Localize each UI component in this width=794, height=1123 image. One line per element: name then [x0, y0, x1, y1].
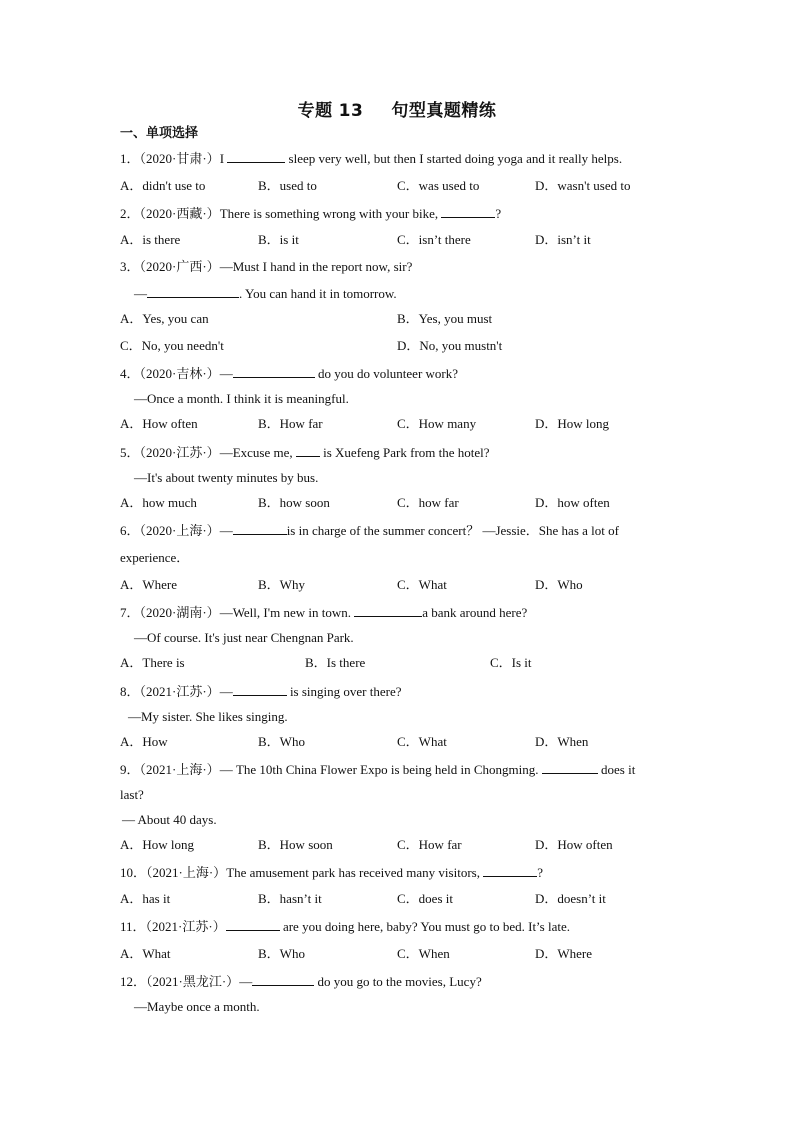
- option-a: A．There is: [120, 655, 185, 670]
- option-c: C．does it: [397, 891, 453, 906]
- question-number: 3．: [120, 259, 140, 274]
- question-source: （2021·江苏·）: [145, 919, 226, 934]
- question-3: [120, 259, 412, 275]
- question-number: 7．: [120, 605, 140, 620]
- option-a: A．How long: [120, 837, 195, 852]
- option-d: D．How often: [535, 837, 613, 852]
- question-11: [120, 918, 570, 935]
- option-d: D．how often: [535, 495, 610, 510]
- answer-blank: [233, 683, 287, 696]
- option-b: B．hasn’t it: [258, 891, 322, 906]
- option-d: D．When: [535, 734, 589, 749]
- question-text: ?: [537, 865, 543, 880]
- answer-blank: [233, 522, 287, 535]
- question-12-reply: —Maybe once a month.: [134, 999, 260, 1014]
- question-5-reply: —It's about twenty minutes by bus.: [134, 470, 319, 485]
- question-text: is in charge of the summer concert？ —Jessie．She has a lot of: [286, 523, 619, 538]
- question-text: —Well, I'm new in town.: [219, 605, 351, 620]
- question-text: a bank around here?: [422, 605, 528, 620]
- option-d: D．doesn’t it: [535, 891, 606, 906]
- question-9-reply: — About 40 days.: [122, 812, 217, 827]
- question-text: are you doing here, baby? You must go to bed. It’s late.: [282, 919, 570, 934]
- question-number: 6．: [120, 523, 140, 538]
- question-number: 12．: [120, 974, 147, 989]
- option-c: C．How far: [397, 837, 462, 852]
- question-text: does it: [601, 762, 636, 777]
- option-b: B．Is there: [305, 655, 366, 670]
- question-7: [120, 604, 527, 621]
- question-4: [120, 365, 458, 382]
- question-text: The amusement park has received many visitors,: [226, 865, 480, 880]
- question-number: 9．: [120, 762, 140, 777]
- question-source: （2020·湖南·）: [139, 605, 220, 620]
- option-c: C．What: [397, 577, 447, 592]
- question-number: 5．: [120, 445, 140, 460]
- answer-blank: [441, 205, 495, 218]
- option-b: B．how soon: [258, 495, 330, 510]
- question-source: （2020·广西·）: [139, 259, 220, 274]
- question-text: is Xuefeng Park from the hotel?: [323, 445, 490, 460]
- option-d: D．wasn't used to: [535, 178, 631, 193]
- question-text: — The 10th China Flower Expo is being held in Chongming.: [219, 762, 539, 777]
- option-a: A．how much: [120, 495, 197, 510]
- answer-blank: [296, 444, 320, 457]
- question-3-reply: [134, 285, 397, 302]
- question-8: [120, 683, 402, 700]
- option-c: C．was used to: [397, 178, 480, 193]
- question-source: （2020·西藏·）: [139, 206, 220, 221]
- question-source: （2021·上海·）: [139, 762, 220, 777]
- option-c: C．No, you needn't: [120, 338, 224, 353]
- option-a: A．is there: [120, 232, 181, 247]
- option-d: D．isn’t it: [535, 232, 591, 247]
- question-text: —: [219, 684, 233, 699]
- answer-blank: [354, 604, 422, 617]
- question-source: （2021·江苏·）: [139, 684, 220, 699]
- question-text: do you do volunteer work?: [317, 366, 459, 381]
- answer-blank: [483, 864, 537, 877]
- question-7-reply: —Of course. It's just near Chengnan Park.: [134, 630, 354, 645]
- answer-blank: [226, 918, 280, 931]
- reply-dash: —: [134, 286, 147, 301]
- question-9: [120, 761, 635, 778]
- question-source: （2020·吉林·）: [139, 366, 220, 381]
- title-number: 13: [338, 101, 364, 121]
- option-d: D．Where: [535, 946, 593, 961]
- question-source: （2021·上海·）: [146, 865, 227, 880]
- option-c: C．When: [397, 946, 450, 961]
- answer-blank: [542, 761, 598, 774]
- option-c: C．How many: [397, 416, 477, 431]
- option-c: C．how far: [397, 495, 459, 510]
- question-number: 10．: [120, 865, 147, 880]
- section-heading: 一、单项选择: [120, 126, 199, 141]
- reply-text: . You can hand it in tomorrow.: [239, 286, 397, 301]
- question-number: 4．: [120, 366, 140, 381]
- question-text: ?: [495, 206, 502, 221]
- question-5: [120, 444, 490, 461]
- option-a: A．didn't use to: [120, 178, 206, 193]
- question-number: 11．: [120, 919, 146, 934]
- option-a: A．Where: [120, 577, 178, 592]
- question-12: [120, 973, 482, 990]
- question-number: 8．: [120, 684, 140, 699]
- answer-blank: [227, 150, 285, 163]
- answer-blank: [147, 285, 239, 298]
- question-text: I: [219, 151, 225, 166]
- option-b: B．Yes, you must: [397, 311, 493, 326]
- question-1: [120, 150, 622, 167]
- question-text: There is something wrong with your bike,: [219, 206, 439, 221]
- title-name: 句型真题精练: [391, 101, 497, 121]
- question-text: sleep very well, but then I started doing yoga and it really helps.: [288, 151, 623, 166]
- question-source: （2020·甘肃·）: [139, 151, 220, 166]
- question-text: —: [239, 974, 253, 989]
- option-d: D．No, you mustn't: [397, 338, 503, 353]
- option-b: B．is it: [258, 232, 299, 247]
- option-a: A．Yes, you can: [120, 311, 209, 326]
- answer-blank: [233, 365, 315, 378]
- question-6-continued: experience．: [120, 550, 190, 565]
- question-4-reply: —Once a month. I think it is meaningful.: [134, 391, 349, 406]
- option-c: C．Is it: [490, 655, 532, 670]
- question-8-reply: —My sister. She likes singing.: [128, 709, 288, 724]
- option-b: B．used to: [258, 178, 317, 193]
- option-d: D．Who: [535, 577, 583, 592]
- option-b: B．How soon: [258, 837, 333, 852]
- option-b: B．Who: [258, 946, 305, 961]
- option-d: D．How long: [535, 416, 610, 431]
- question-6: [120, 522, 619, 539]
- page-title: [0, 96, 794, 121]
- option-c: C．isn’t there: [397, 232, 471, 247]
- question-source: （2021·黑龙江·）: [146, 974, 240, 989]
- question-text: do you go to the movies, Lucy?: [317, 974, 482, 989]
- option-b: B．How far: [258, 416, 323, 431]
- option-b: B．Who: [258, 734, 305, 749]
- option-a: A．How: [120, 734, 168, 749]
- option-a: A．How often: [120, 416, 198, 431]
- question-number: 2．: [120, 206, 140, 221]
- option-a: A．has it: [120, 891, 171, 906]
- question-text: —: [219, 366, 233, 381]
- question-number: 1．: [120, 151, 140, 166]
- option-a: A．What: [120, 946, 171, 961]
- answer-blank: [252, 973, 314, 986]
- question-source: （2020·上海·）: [139, 523, 220, 538]
- question-source: （2020·江苏·）: [139, 445, 220, 460]
- question-text: —Must I hand in the report now, sir?: [219, 259, 413, 274]
- question-10: [120, 864, 543, 881]
- question-9-continued: last?: [120, 787, 144, 802]
- title-prefix: 专题: [297, 101, 333, 121]
- question-text: —: [219, 523, 233, 538]
- option-c: C．What: [397, 734, 447, 749]
- option-b: B．Why: [258, 577, 305, 592]
- question-text: is singing over there?: [289, 684, 402, 699]
- question-text: —Excuse me,: [219, 445, 293, 460]
- question-2: [120, 205, 501, 222]
